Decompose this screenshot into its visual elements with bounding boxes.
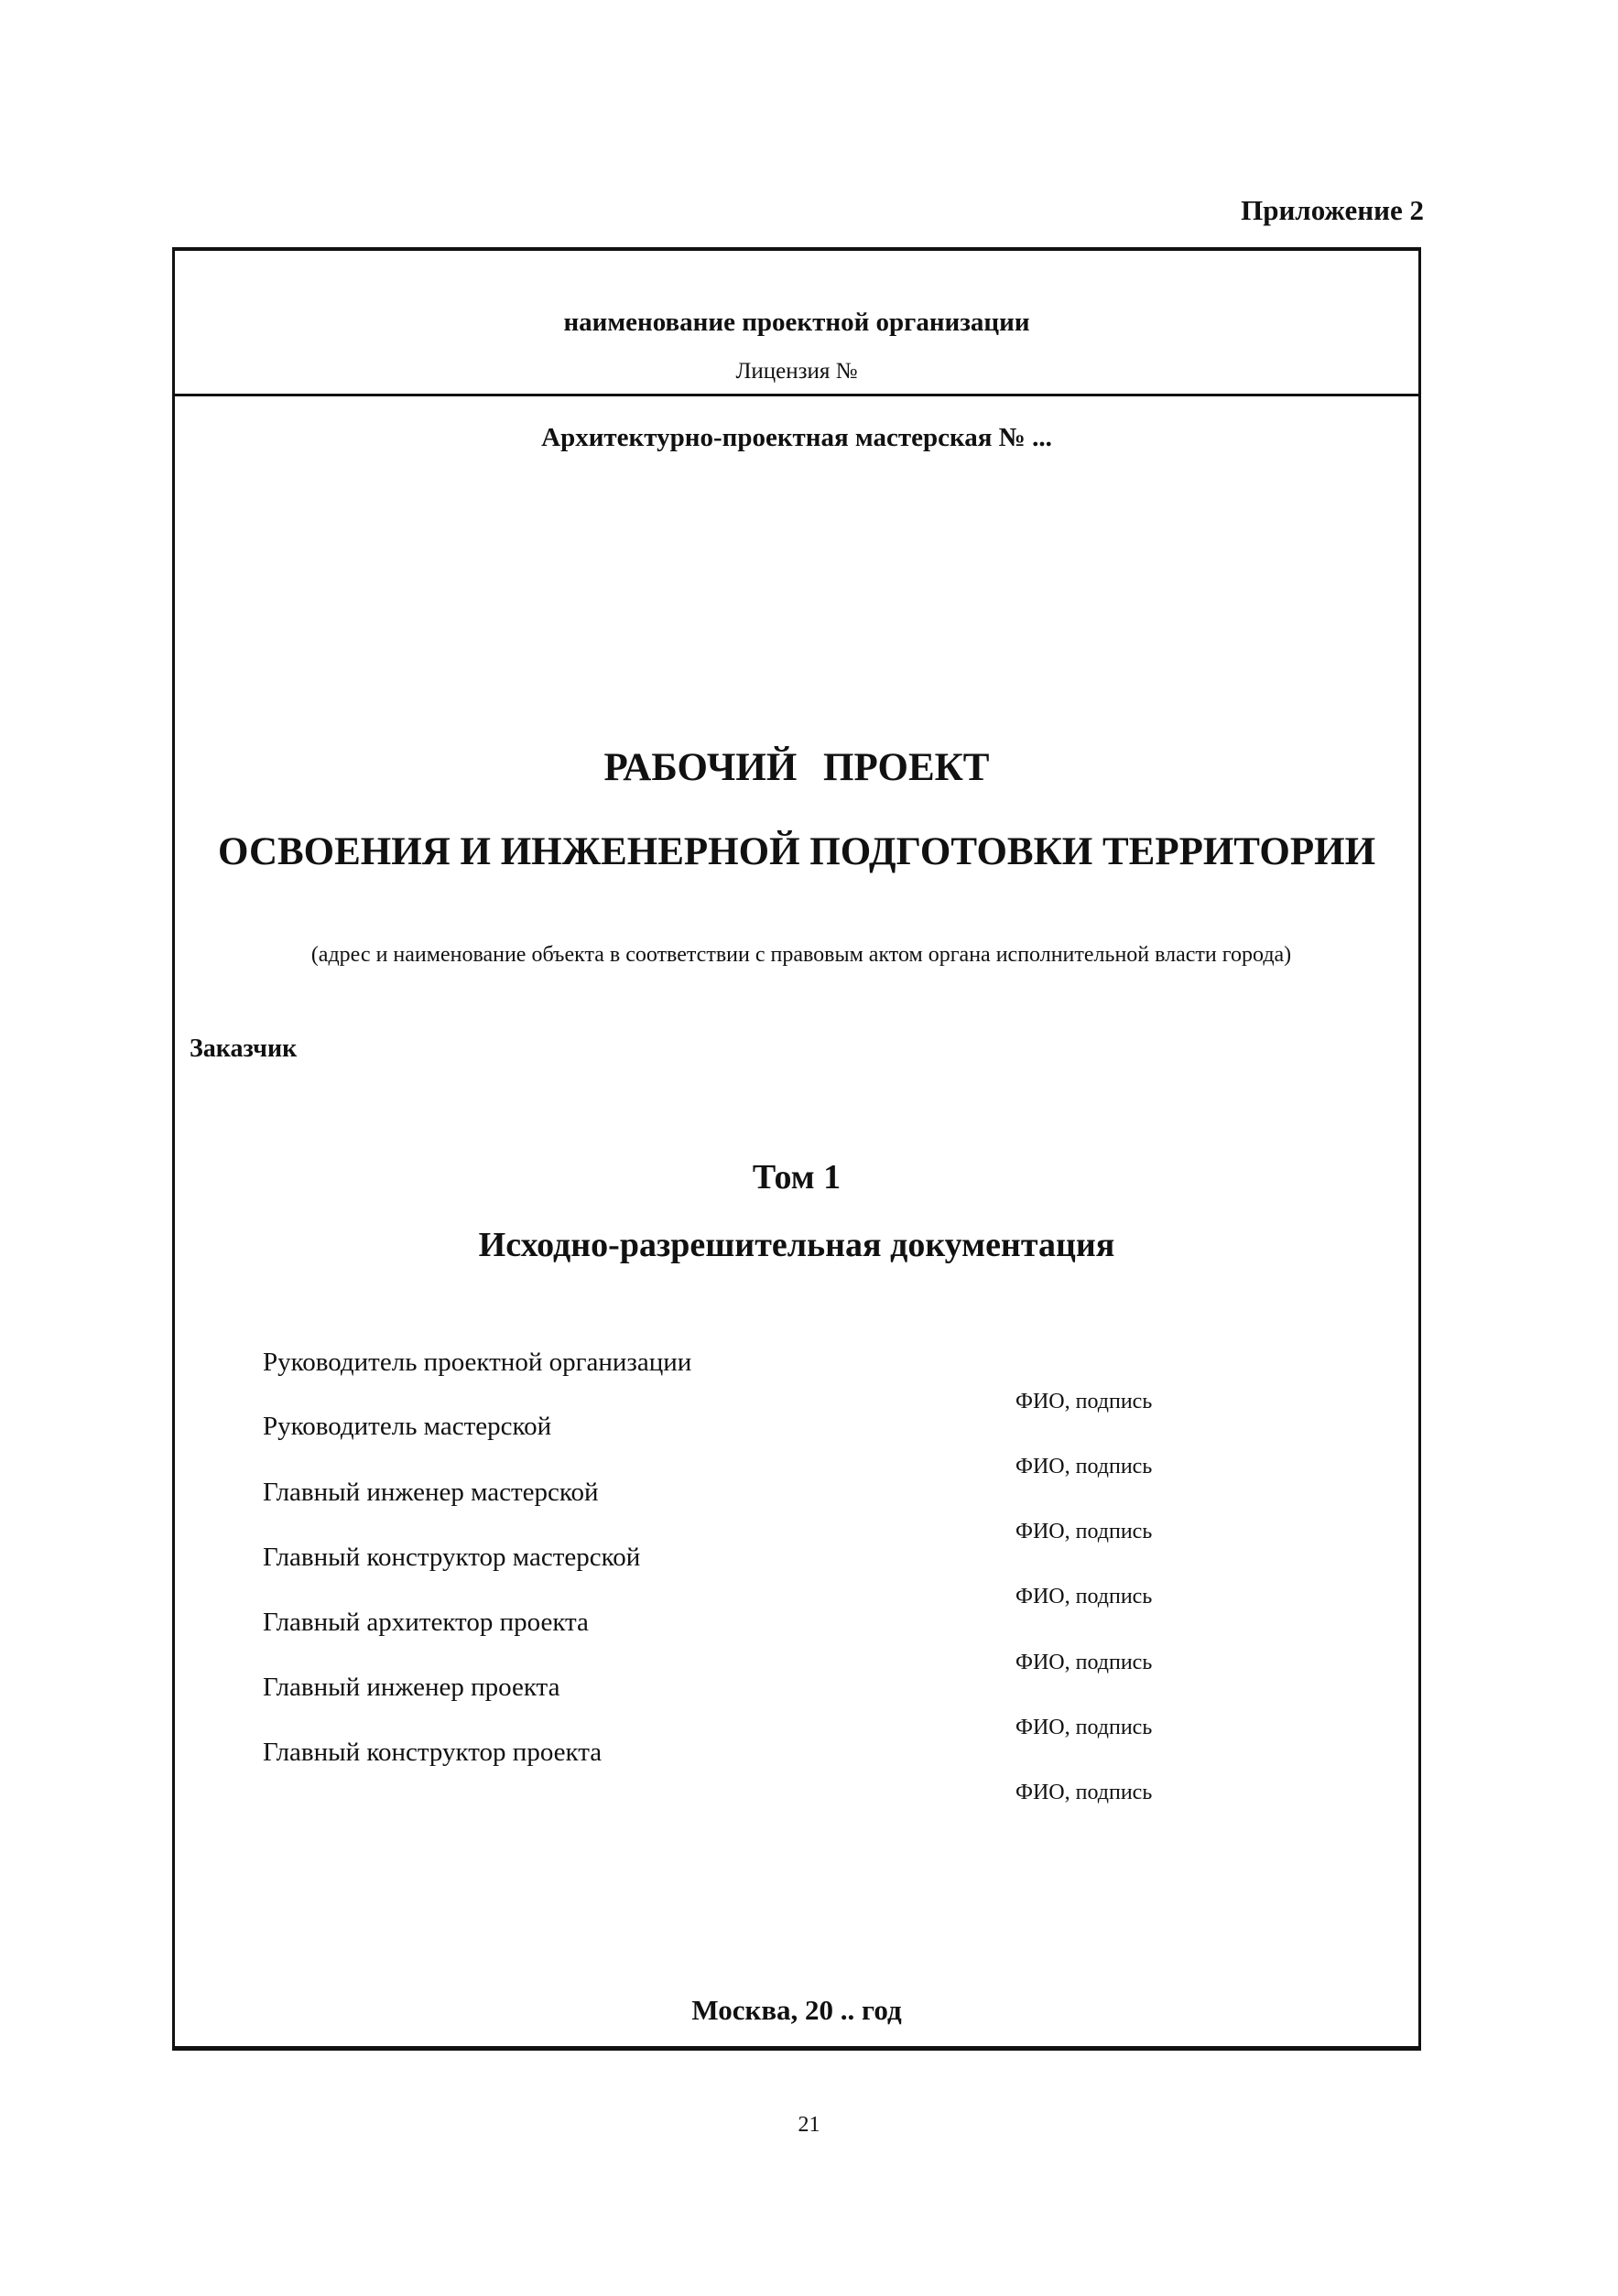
signatory-role: Главный инженер мастерской: [263, 1478, 599, 1507]
volume-name: Исходно-разрешительная документация: [478, 1226, 1115, 1264]
signatory-role: Руководитель проектной организации: [263, 1348, 692, 1377]
signatory-signature: ФИО, подпись: [1015, 1716, 1153, 1739]
signatory-role: Руководитель мастерской: [263, 1412, 552, 1441]
organization-header: [175, 251, 1418, 396]
document-title-line2: ОСВОЕНИЯ И ИНЖЕНЕРНОЙ ПОДГОТОВКИ ТЕРРИТОРИИ: [217, 830, 1376, 873]
signatory-signature: ФИО, подпись: [1015, 1390, 1153, 1413]
organization-name: наименование проектной организации: [563, 308, 1030, 337]
signatory-signature: ФИО, подпись: [1015, 1585, 1153, 1608]
document-title-line1: РАБОЧИЙ ПРОЕКТ: [603, 746, 990, 789]
signatory-role: Главный конструктор проекта: [263, 1738, 603, 1767]
page-number: 21: [798, 2113, 820, 2137]
signatory-signature: ФИО, подпись: [1015, 1455, 1153, 1478]
workshop-name: Архитектурно-проектная мастерская № ...: [541, 423, 1052, 452]
signatory-signature: ФИО, подпись: [1015, 1781, 1153, 1804]
customer-label: Заказчик: [190, 1034, 298, 1063]
signatory-role: Главный архитектор проекта: [263, 1608, 589, 1637]
signatory-role: Главный инженер проекта: [263, 1673, 560, 1702]
volume-number: Том 1: [752, 1158, 842, 1197]
signatory-signature: ФИО, подпись: [1015, 1651, 1153, 1674]
signatory-role: Главный конструктор мастерской: [263, 1543, 641, 1572]
city-year: Москва, 20 .. год: [691, 1994, 902, 2026]
license-number: Лицензия №: [735, 359, 858, 384]
address-note: (адрес и наименование объекта в соответствии с правовым актом органа исполнительной власти города): [310, 943, 1292, 967]
title-page-frame: [172, 247, 1421, 2051]
signatory-signature: ФИО, подпись: [1015, 1520, 1153, 1543]
appendix-label: Приложение 2: [1241, 194, 1424, 226]
